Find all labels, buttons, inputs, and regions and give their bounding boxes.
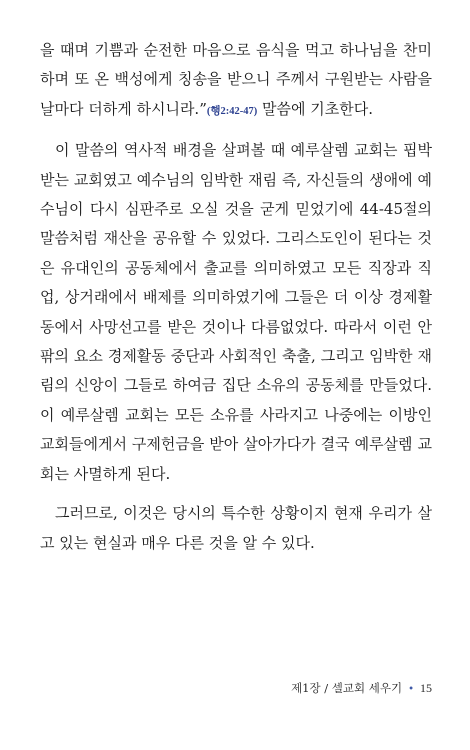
page-number: 15: [420, 681, 432, 695]
paragraph-3: 그러므로, 이것은 당시의 특수한 상황이지 현재 우리가 살고 있는 현실과 매우 다른 것을 알 수 있다.: [40, 504, 432, 552]
paragraph-2: 이 말씀의 역사적 배경을 살펴볼 때 예루살렘 교회는 핍박받는 교회였고 예수님의 임박한 재림 즉, 자신들의 생애에 예수님이 다시 심판주로 오실 것을 굳게 믿었기에 44-45절의 말씀처럼 재산을 공유할 수 있었다. 그리스도인이 된다는 것은 유대인의 공동체에서 출교를 의미하였고 모든 직장과 직업, 상거래에서 배제를 의미하였기에 그들은 더 이상 경제활동에서 사망선고를 받은 것이나 다름없었다. 따라서 이런 안팎의 요소 경제활동 중단과 사회적인 축출, 그리고 임박한 재림의 신앙이 그들로 하여금 집단 소유의 공동체를 만들었다. 이 예루살렘 교회는 모든 소유를 사라지고 나중에는 이방인 교회들에게서 구제헌금을 받아 살아가다가 결국 예루살렘 교회는 사멸하게 된다.: [40, 141, 432, 483]
paragraph-1-text-end: 말씀에 기초한다.: [257, 99, 374, 118]
paragraph-1: [40, 36, 432, 126]
page-footer: [291, 680, 432, 696]
footer-separator: •: [408, 684, 414, 695]
chapter-title: 제1장 / 셀교회 세우기: [291, 681, 403, 695]
scripture-reference: (행2:42-47): [206, 105, 258, 117]
paragraph-1-text-start: 을 때며 기쁨과 순전한 마음으로 음식을 먹고 하나님을 찬미하며 또 온 백성에게 칭송을 받으니 주께서 구원받는 사람을 날마다 더하게 하시니라.”: [40, 41, 432, 118]
body-text: [40, 36, 432, 568]
